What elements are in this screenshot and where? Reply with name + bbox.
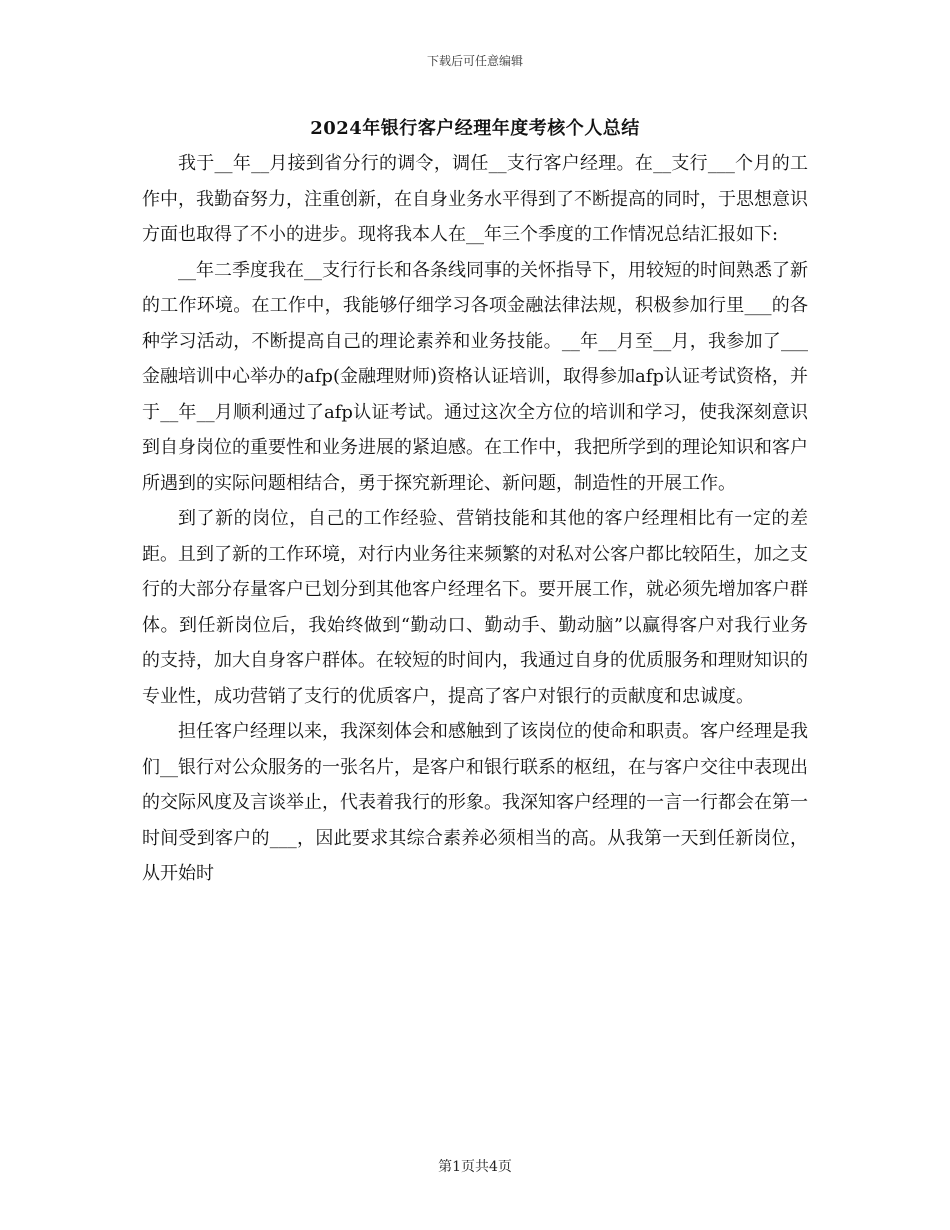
- page-number: 第1页共4页: [438, 1159, 512, 1175]
- paragraph-1: 我于__年__月接到省分行的调令，调任__支行客户经理。在__支行___个月的工作中，我勤奋努力，注重创新，在自身业务水平得到了不断提高的同时，于思想意识方面也取得了不小的进步。现将我本人在__年三个季度的工作情况总结汇报如下:: [142, 153, 808, 245]
- document-body: [142, 146, 808, 892]
- paragraph-3: 到了新的岗位，自己的工作经验、营销技能和其他的客户经理相比有一定的差距。且到了新的工作环境，对行内业务往来频繁的对私对公客户都比较陌生，加之支行的大部分存量客户已划分到其他客户经理名下。要开展工作，就必须先增加客户群体。到任新岗位后，我始终做到“勤动口、勤动手、勤动脑”以赢得客户对我行业务的支持，加大自身客户群体。在较短的时间内，我通过自身的优质服务和理财知识的专业性，成功营销了支行的优质客户，提高了客户对银行的贡献度和忠诚度。: [142, 508, 808, 707]
- paragraph-4: 担任客户经理以来，我深刻体会和感触到了该岗位的使命和职责。客户经理是我们__银行对公众服务的一张名片，是客户和银行联系的枢纽，在与客户交往中表现出的交际风度及言谈举止，代表着我行的形象。我深知客户经理的一言一行都会在第一时间受到客户的___，因此要求其综合素养必须相当的高。从我第一天到任新岗位，从开始时: [142, 721, 808, 884]
- paragraph-2: __年二季度我在__支行行长和各条线同事的关怀指导下，用较短的时间熟悉了新的工作环境。在工作中，我能够仔细学习各项金融法律法规，积极参加行里___的各种学习活动，不断提高自己的理论素养和业务技能。__年__月至__月，我参加了___金融培训中心举办的afp(金融理财师)资格认证培训，取得参加afp认证考试资格，并于__年__月顺利通过了afp认证考试。通过这次全方位的培训和学习，使我深刻意识到自身岗位的重要性和业务进展的紧迫感。在工作中，我把所学到的理论知识和客户所遇到的实际问题相结合，勇于探究新理论、新问题，制造性的开展工作。: [142, 259, 808, 494]
- document-title: 2024年银行客户经理年度考核个人总结: [310, 118, 640, 139]
- header-note: 下载后可任意编辑: [426, 54, 523, 68]
